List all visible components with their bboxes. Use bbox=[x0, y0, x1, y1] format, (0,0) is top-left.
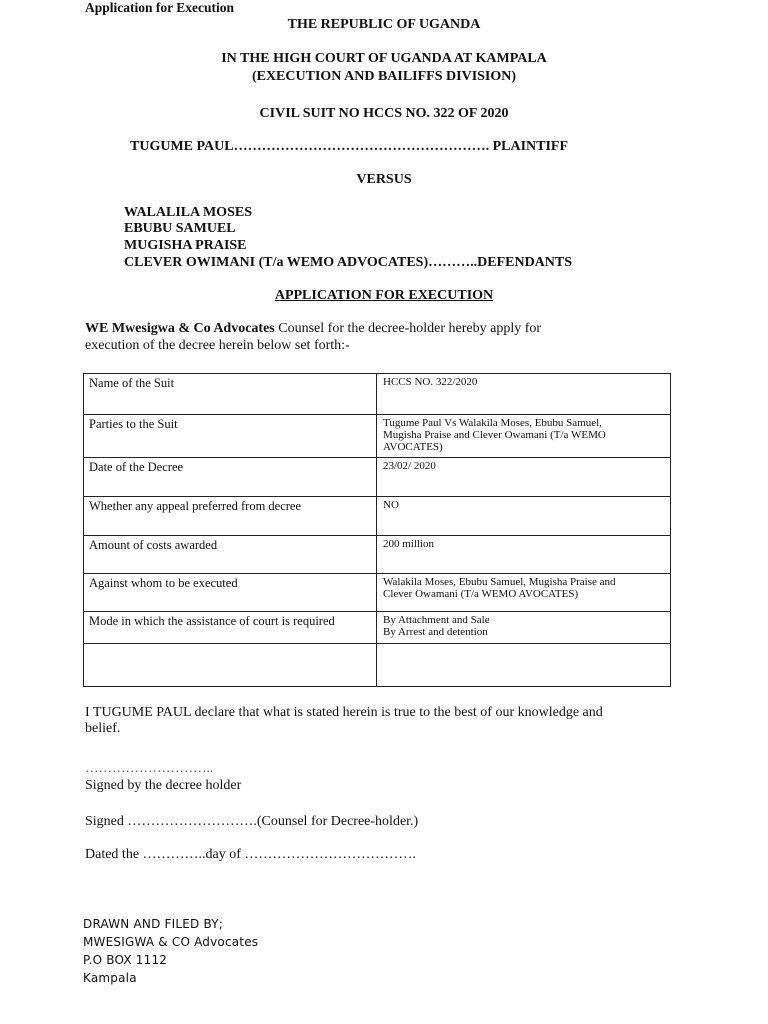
table-label-cell: Mode in which the assistance of court is required bbox=[84, 612, 377, 644]
table-value-cell bbox=[377, 497, 671, 536]
suit-number: CIVIL SUIT NO HCCS NO. 322 OF 2020 bbox=[259, 106, 509, 121]
table-row bbox=[84, 415, 671, 458]
defendant-name: WALALILA MOSES bbox=[124, 205, 252, 220]
intro-paragraph-line2: execution of the decree herein below set forth:- bbox=[85, 338, 350, 353]
table-value-cell bbox=[377, 415, 671, 458]
table-value-line: By Attachment and Sale bbox=[383, 614, 490, 626]
intro-paragraph-line1 bbox=[85, 321, 541, 337]
table-row bbox=[84, 644, 671, 687]
table-value-line: HCCS NO. 322/2020 bbox=[383, 376, 478, 388]
table-row bbox=[84, 536, 671, 574]
plaintiff-line: TUGUME PAUL………………………………………………. PLAINTIFF bbox=[130, 139, 569, 154]
application-title: APPLICATION FOR EXECUTION bbox=[274, 288, 494, 303]
table-label-cell: Against whom to be executed bbox=[84, 574, 377, 612]
footer-pobox: P.O BOX 1112 bbox=[83, 953, 168, 967]
table-label-cell bbox=[84, 644, 377, 687]
republic-heading: THE REPUBLIC OF UGANDA bbox=[287, 17, 481, 32]
table-label-cell: Name of the Suit bbox=[84, 374, 377, 415]
table-value-line: Tugume Paul Vs Walakila Moses, Ebubu Samuel, bbox=[383, 417, 602, 429]
table-value-cell bbox=[377, 612, 671, 644]
table-label-cell: Date of the Decree bbox=[84, 458, 377, 497]
intro-firm-name: WE Mwesigwa & Co Advocates bbox=[85, 321, 275, 336]
table-label-cell: Parties to the Suit bbox=[84, 415, 377, 458]
footer-city: Kampala bbox=[83, 971, 137, 985]
table-value-line: Clever Owamani (T/a WEMO AVOCATES) bbox=[383, 588, 579, 600]
intro-text: Counsel for the decree-holder hereby apply for bbox=[274, 321, 542, 336]
defendant-name: CLEVER OWIMANI (T/a WEMO ADVOCATES)………..DEFENDANTS bbox=[124, 255, 573, 270]
versus-heading: VERSUS bbox=[356, 172, 412, 187]
signature-dots: ……………………….. bbox=[85, 760, 214, 775]
declaration-line2: belief. bbox=[85, 721, 121, 736]
table-value-cell bbox=[377, 536, 671, 574]
table-row bbox=[84, 497, 671, 536]
table-label-cell: Amount of costs awarded bbox=[84, 536, 377, 574]
table-row bbox=[84, 374, 671, 415]
table-value-line: By Arrest and detention bbox=[383, 626, 488, 638]
execution-details-table bbox=[83, 373, 671, 687]
table-value-line: NO bbox=[383, 499, 399, 511]
table-value-cell bbox=[377, 574, 671, 612]
signed-by-decree-holder: Signed by the decree holder bbox=[85, 778, 242, 793]
court-heading-line1: IN THE HIGH COURT OF UGANDA AT KAMPALA bbox=[221, 51, 547, 66]
dated-line: Dated the …………..day of ………………………………. bbox=[85, 847, 416, 862]
header-label: Application for Execution bbox=[85, 0, 235, 15]
table-value-line: 200 million bbox=[383, 538, 435, 550]
table-label-cell: Whether any appeal preferred from decree bbox=[84, 497, 377, 536]
table-row bbox=[84, 612, 671, 644]
signed-counsel-line: Signed ……………………….(Counsel for Decree-holder.) bbox=[85, 814, 419, 829]
defendant-name: EBUBU SAMUEL bbox=[124, 221, 236, 236]
footer-firm: MWESIGWA & CO Advocates bbox=[83, 935, 259, 949]
footer-drawn-filed: DRAWN AND FILED BY; bbox=[83, 917, 224, 931]
table-value-line: 23/02/ 2020 bbox=[383, 460, 436, 472]
table-value-line: AVOCATES) bbox=[383, 441, 443, 453]
table-value-cell bbox=[377, 374, 671, 415]
defendant-name: MUGISHA PRAISE bbox=[124, 238, 247, 253]
table-value-cell bbox=[377, 458, 671, 497]
table-value-line: Walakila Moses, Ebubu Samuel, Mugisha Praise and bbox=[383, 576, 616, 588]
table-row bbox=[84, 574, 671, 612]
court-heading-line2: (EXECUTION AND BAILIFFS DIVISION) bbox=[251, 69, 517, 84]
declaration-line1: I TUGUME PAUL declare that what is stated herein is true to the best of our knowledge and bbox=[85, 705, 603, 720]
table-value-line: Mugisha Praise and Clever Owamani (T/a WEMO bbox=[383, 429, 606, 441]
table-value-cell bbox=[377, 644, 671, 687]
table-row bbox=[84, 458, 671, 497]
